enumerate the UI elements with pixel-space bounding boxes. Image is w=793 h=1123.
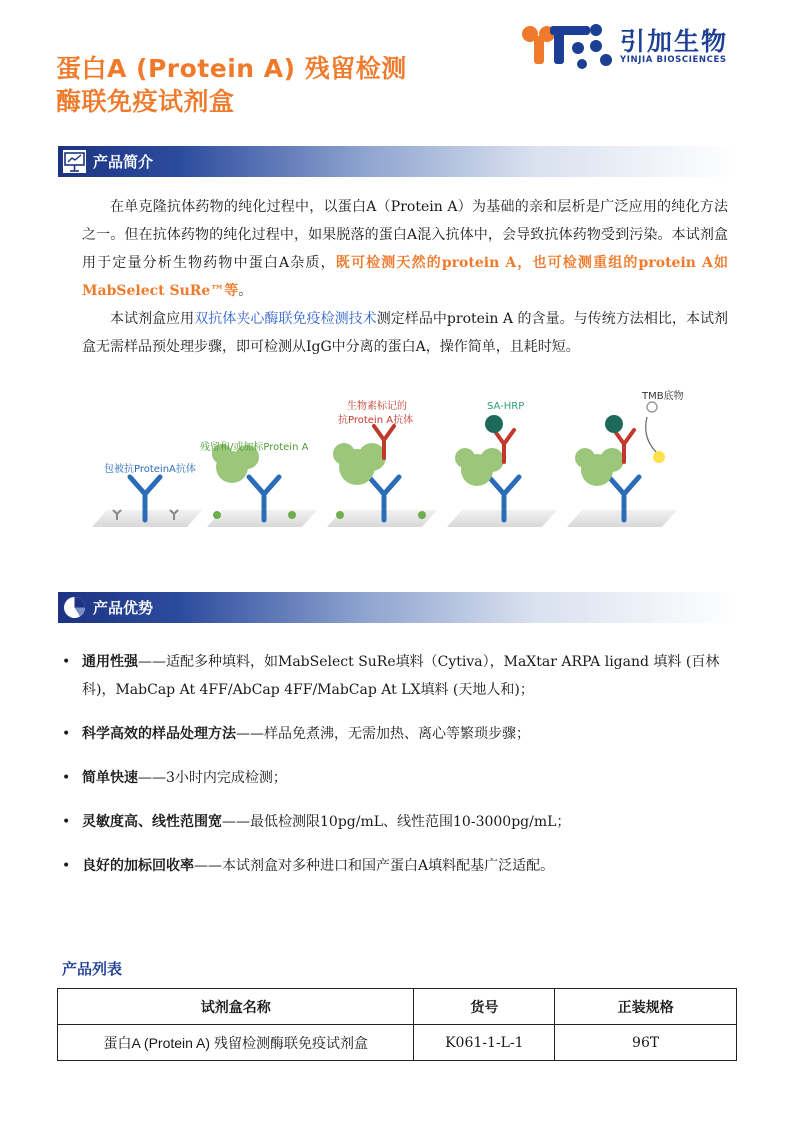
section-bar-intro [58, 146, 738, 177]
table-header-row [58, 989, 737, 1025]
highlight-text: 既可检测天然的protein A，也可检测重组的protein A如MabSelect SuRe™等 [82, 255, 728, 299]
logo-name-cn: 引加生物 [620, 27, 729, 56]
advantages-list [62, 648, 738, 880]
advantage-item: • 科学高效的样品处理方法——样品免煮沸，无需加热、离心等繁琐步骤； [62, 726, 530, 742]
intro-text [82, 193, 728, 361]
section-title-intro: 产品简介 [93, 153, 154, 171]
advantage-item: • 良好的加标回收率——本试剂盒对多种进口和国产蛋白A填料配基广泛适配。 [62, 858, 555, 874]
section-title-advantages: 产品优势 [93, 599, 154, 617]
logo-name-en: YINJIA BIOSCIENCES [620, 55, 727, 65]
elisa-principle-diagram [82, 382, 742, 547]
label-coated-antibody: 包被抗ProteinA抗体 [104, 464, 196, 475]
label-sa-hrp: SA-HRP [487, 401, 525, 412]
cell-package-size: 96T [555, 1025, 737, 1061]
label-tmb: TMB底物 [642, 391, 684, 402]
title-line-2: 酶联免疫试剂盒 [56, 87, 235, 116]
cell-product-name: 蛋白A (Protein A) 残留检测酶联免疫试剂盒 [58, 1025, 414, 1061]
column-header-catalog: 货号 [414, 989, 555, 1025]
product-list-title: 产品列表 [62, 960, 123, 978]
label-biotin-2: 抗Protein A抗体 [338, 415, 414, 426]
advantage-item: • 简单快速——3小时内完成检测； [62, 770, 287, 786]
table-row [58, 1025, 737, 1061]
page-title [56, 52, 407, 118]
presentation-board-icon [62, 149, 87, 174]
label-residual-protein: 残留和/或加标Protein A [200, 442, 309, 453]
cell-catalog-number: K061-1-L-1 [414, 1025, 555, 1061]
capture-antibodies [130, 477, 639, 520]
intro-paragraph-1: 在单克隆抗体药物的纯化过程中，以蛋白A（Protein A）为基础的亲和层析是广泛应用的纯化方法之一。但在抗体药物的纯化过程中，如果脱落的蛋白A混入抗体中，会导致抗体药物受到污染。本试剂盒用于定量分析生物药物中蛋白A杂质，既可检测天然的protein A，也可检测重组的protein A如MabSelect SuRe™等。 [82, 199, 728, 299]
column-header-name: 试剂盒名称 [58, 989, 414, 1025]
company-logo [520, 22, 765, 70]
intro-paragraph-2: 本试剂盒应用双抗体夹心酶联免疫检测技术测定样品中protein A 的含量。与传统方法相比，本试剂盒无需样品预处理步骤，即可检测从IgG中分离的蛋白A，操作简单，且耗时短。 [82, 311, 729, 355]
advantage-item: • 灵敏度高、线性范围宽——最低检测限10pg/mL、线性范围10-3000pg/mL； [62, 814, 571, 830]
pie-chart-icon [62, 595, 87, 620]
highlight-technique: 双抗体夹心酶联免疫检测技术 [194, 311, 377, 327]
sa-hrp-molecule [485, 415, 503, 433]
logo-mark-icon [520, 22, 616, 70]
advantage-item: • 通用性强——适配多种填料，如MabSelect SuRe填料（Cytiva），MaXtar ARPA ligand 填料 (百林科)，MabCap At 4FF/AbCap 4FF/MabCap At LX填料 (天地人和)； [62, 654, 720, 698]
elisa-steps-illustration [82, 382, 742, 547]
label-biotin-1: 生物素标记的 [347, 401, 407, 412]
column-header-size: 正装规格 [555, 989, 737, 1025]
product-table [57, 988, 737, 1061]
section-bar-advantages [58, 592, 738, 623]
title-line-1: 蛋白A (Protein A) 残留检测 [56, 54, 407, 83]
